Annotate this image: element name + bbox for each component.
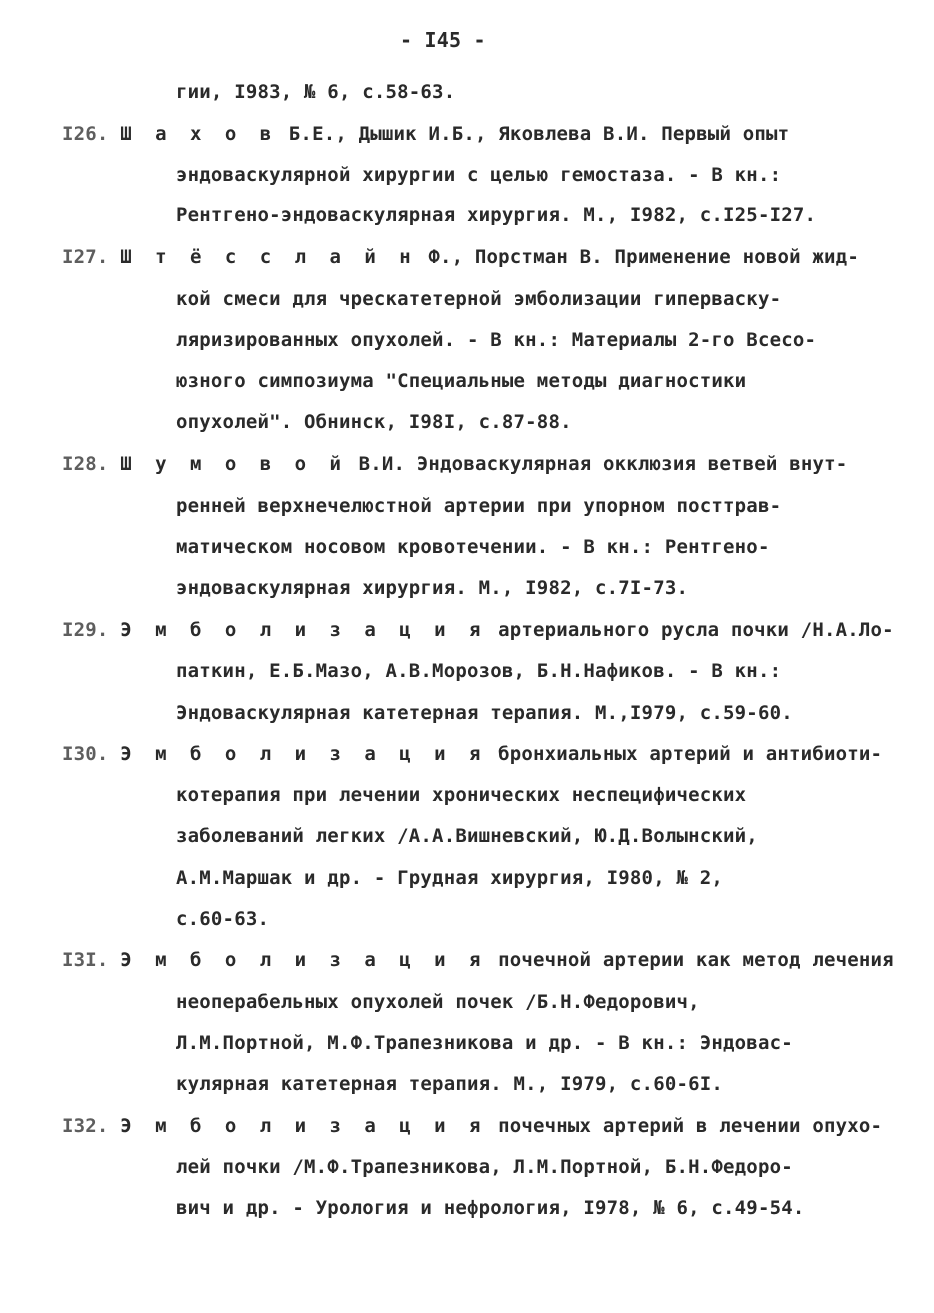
- entry-author-spaced: Э м б о л и з а ц и я: [120, 743, 487, 765]
- entry-text: Б.Е., Дышик И.Б., Яковлева В.И. Первый опыт: [288, 123, 790, 145]
- bib-entry-128-line: ренней верхнечелюстной артерии при упорном посттрав-: [176, 495, 782, 517]
- bib-entry-129-first-line: [62, 621, 894, 640]
- bib-entry-132-line: лей почки /М.Ф.Трапезникова, Л.М.Портной, Б.Н.Федоро-: [176, 1156, 793, 1178]
- page-number: - I45 -: [400, 28, 486, 52]
- bib-entry-129-line: Эндоваскулярная катетерная терапия. М.,I979, с.59-60.: [176, 702, 793, 724]
- bib-entry-127-line: ляризированных опухолей. - В кн.: Материалы 2-го Всесо-: [176, 329, 817, 351]
- bib-entry-131-line: Л.М.Портной, М.Ф.Трапезникова и др. - В кн.: Эндовас-: [176, 1032, 793, 1054]
- bib-entry-126-line: Рентгено-эндоваскулярная хирургия. М., I982, с.I25-I27.: [176, 204, 817, 226]
- entry-number: I32.: [62, 1115, 109, 1137]
- entry-text: почечной артерии как метод лечения: [498, 949, 894, 971]
- entry-number: I28.: [62, 453, 109, 475]
- entry-text: бронхиальных артерий и антибиоти-: [498, 743, 883, 765]
- continuation-line: гии, I983, № 6, с.58-63.: [176, 81, 456, 103]
- entry-author-spaced: Ш т ё с с л а й н: [120, 246, 417, 268]
- bib-entry-126-line: эндоваскулярной хирургии с целью гемостаза. - В кн.:: [176, 164, 782, 186]
- entry-number: I27.: [62, 246, 109, 268]
- entry-author-spaced: Э м б о л и з а ц и я: [120, 949, 487, 971]
- bib-entry-130-line: с.60-63.: [176, 908, 270, 930]
- bib-entry-126-first-line: [62, 125, 789, 144]
- entry-number: I29.: [62, 619, 109, 641]
- entry-author-spaced: Ш у м о в о й: [120, 453, 347, 475]
- entry-author-spaced: Э м б о л и з а ц и я: [120, 1115, 487, 1137]
- bib-entry-131-line: кулярная катетерная терапия. М., I979, с.60-6I.: [176, 1073, 724, 1095]
- bib-entry-127-line: опухолей". Обнинск, I98I, с.87-88.: [176, 411, 572, 433]
- entry-text: артериального русла почки /Н.А.Ло-: [498, 619, 894, 641]
- bib-entry-132-first-line: [62, 1117, 882, 1136]
- entry-number: I26.: [62, 123, 109, 145]
- entry-number: I3I.: [62, 949, 109, 971]
- bib-entry-130-line: заболеваний легких /А.А.Вишневский, Ю.Д.Волынский,: [176, 825, 758, 847]
- bib-entry-128-first-line: [62, 455, 847, 474]
- entry-text: Ф., Порстман В. Применение новой жид-: [428, 246, 859, 268]
- bib-entry-127-line: кой смеси для чрескатетерной эмболизации гиперваску-: [176, 288, 782, 310]
- entry-author-spaced: Э м б о л и з а ц и я: [120, 619, 487, 641]
- bib-entry-130-line: А.М.Маршак и др. - Грудная хирургия, I980, № 2,: [176, 867, 724, 889]
- bib-entry-131-first-line: [62, 951, 894, 970]
- entry-text: почечных артерий в лечении опухо-: [498, 1115, 883, 1137]
- bib-entry-132-line: вич и др. - Урология и нефрология, I978, № 6, с.49-54.: [176, 1197, 805, 1219]
- bib-entry-127-first-line: [62, 248, 859, 267]
- bib-entry-130-first-line: [62, 745, 882, 764]
- bib-entry-128-line: эндоваскулярная хирургия. М., I982, с.7I-73.: [176, 577, 689, 599]
- bib-entry-127-line: юзного симпозиума "Специальные методы диагностики: [176, 370, 747, 392]
- bib-entry-129-line: паткин, Е.Б.Мазо, А.В.Морозов, Б.Н.Нафиков. - В кн.:: [176, 660, 782, 682]
- bib-entry-128-line: матическом носовом кровотечении. - В кн.: Рентгено-: [176, 536, 770, 558]
- entry-number: I30.: [62, 743, 109, 765]
- bib-entry-131-line: неоперабельных опухолей почек /Б.Н.Федорович,: [176, 991, 700, 1013]
- bib-entry-130-line: котерапия при лечении хронических неспецифических: [176, 784, 747, 806]
- entry-author-spaced: Ш а х о в: [120, 123, 278, 145]
- entry-text: В.И. Эндоваскулярная окклюзия ветвей внут-: [358, 453, 848, 475]
